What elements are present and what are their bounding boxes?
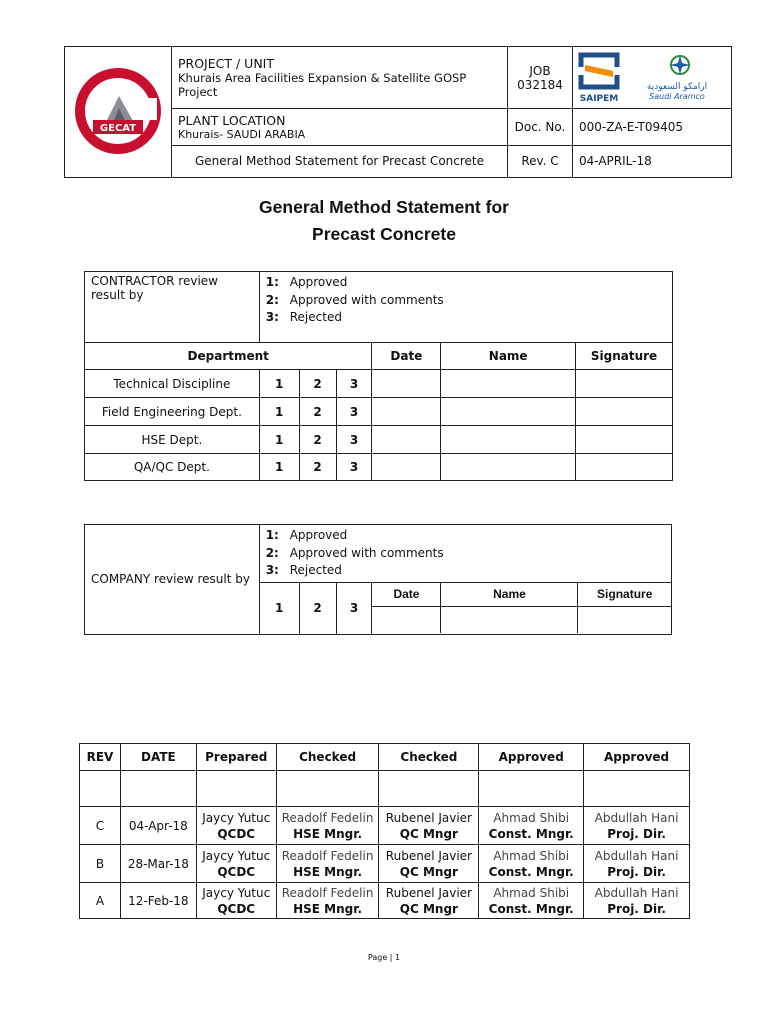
- doc-no-label: Doc. No.: [508, 109, 573, 145]
- date-cell: 28-Mar-18: [120, 845, 196, 883]
- contractor-option-text: Approved: [289, 275, 348, 289]
- company-signature-header: Signature: [578, 583, 671, 607]
- company-name-header: Name: [441, 583, 578, 607]
- company-option-num: 2:: [265, 545, 279, 560]
- project-unit-label: PROJECT / UNIT: [178, 56, 274, 72]
- page-title-line1: General Method Statement for: [259, 197, 509, 217]
- approved-cell: Abdullah Hani Proj. Dir.: [584, 845, 690, 883]
- name-cell[interactable]: [441, 370, 576, 398]
- job-number: 032184: [517, 77, 563, 92]
- result-option-3[interactable]: 3: [336, 398, 372, 426]
- aramco-arabic: ارامكو السعودية: [646, 82, 708, 93]
- rev-value: 04-APRIL-18: [573, 145, 732, 177]
- signature-cell[interactable]: [576, 426, 673, 454]
- doc-no-value: 000-ZA-E-T09405: [573, 109, 732, 145]
- page-title-line2: Precast Concrete: [312, 224, 456, 244]
- saipem-logo-icon: [577, 51, 621, 105]
- gecat-logo-icon: [75, 68, 161, 154]
- prepared-header: Prepared: [196, 744, 276, 771]
- project-unit-value: Khurais Area Facilities Expansion & Satellite GOSP Project: [178, 71, 467, 100]
- aramco-logo: [627, 53, 727, 102]
- gecat-logo-cell: [65, 47, 172, 178]
- company-review-table: [84, 524, 672, 635]
- plant-location-cell: [172, 109, 508, 145]
- company-result-option-2[interactable]: 2: [299, 582, 336, 634]
- company-option-text: Rejected: [289, 563, 342, 577]
- result-option-1[interactable]: 1: [259, 398, 299, 426]
- date-cell: 12-Feb-18: [120, 883, 196, 919]
- prepared-cell: Jaycy Yutuc QCDC: [196, 883, 276, 919]
- date-cell[interactable]: [372, 370, 441, 398]
- company-date-header: Date: [372, 583, 441, 607]
- company-sign-block: [372, 582, 672, 634]
- checked-cell: Rubenel Javier QC Mngr: [379, 883, 479, 919]
- approved-cell: Ahmad Shibi Const. Mngr.: [479, 883, 584, 919]
- saipem-logo-text: SAIPEM: [579, 93, 619, 104]
- company-option-text: Approved: [289, 528, 348, 542]
- table-row: [80, 883, 690, 919]
- company-date-cell[interactable]: [372, 607, 441, 633]
- department-header: Department: [85, 343, 372, 370]
- approved-cell: Abdullah Hani Proj. Dir.: [584, 883, 690, 919]
- page-number: Page | 1: [367, 953, 401, 962]
- company-name-cell[interactable]: [441, 607, 578, 633]
- table-row: [85, 426, 673, 454]
- contractor-options: [259, 272, 672, 343]
- result-option-1[interactable]: 1: [259, 454, 299, 481]
- revision-table: [79, 743, 690, 919]
- checked-cell: Rubenel Javier QC Mngr: [379, 807, 479, 845]
- result-option-2[interactable]: 2: [299, 426, 336, 454]
- empty-row: [80, 771, 690, 807]
- contractor-review-label: CONTRACTOR review result by: [85, 272, 260, 343]
- table-row: [80, 845, 690, 883]
- result-option-2[interactable]: 2: [299, 370, 336, 398]
- document-header: [64, 46, 732, 178]
- date-cell: 04-Apr-18: [120, 807, 196, 845]
- company-option-num: 3:: [265, 563, 279, 577]
- date-header: Date: [372, 343, 441, 370]
- table-row: [85, 370, 673, 398]
- result-option-2[interactable]: 2: [299, 398, 336, 426]
- rev-label: Rev. C: [508, 145, 573, 177]
- contractor-option-num: 1:: [265, 275, 279, 289]
- plant-location-label: PLANT LOCATION: [178, 113, 286, 129]
- contractor-option-num: 3:: [265, 310, 279, 324]
- approved-cell: Ahmad Shibi Const. Mngr.: [479, 807, 584, 845]
- table-row: [85, 398, 673, 426]
- client-logos-cell: [573, 47, 732, 109]
- prepared-cell: Jaycy Yutuc QCDC: [196, 845, 276, 883]
- approved-header: Approved: [479, 744, 584, 771]
- contractor-review-table: [84, 271, 673, 481]
- table-row: [80, 807, 690, 845]
- rev-cell: B: [80, 845, 121, 883]
- contractor-option-text: Rejected: [289, 310, 342, 324]
- company-option-num: 1:: [265, 528, 279, 542]
- company-options: [259, 525, 671, 583]
- result-option-1[interactable]: 1: [259, 426, 299, 454]
- date-cell[interactable]: [372, 398, 441, 426]
- checked-cell: Readolf Fedelin HSE Mngr.: [276, 883, 379, 919]
- checked-cell: Rubenel Javier QC Mngr: [379, 845, 479, 883]
- date-cell[interactable]: [372, 454, 441, 481]
- signature-header: Signature: [576, 343, 673, 370]
- contractor-option-text: Approved with comments: [289, 292, 444, 307]
- job-label: JOB: [529, 63, 551, 78]
- result-option-3[interactable]: 3: [336, 454, 372, 481]
- signature-cell[interactable]: [576, 398, 673, 426]
- checked-header: Checked: [379, 744, 479, 771]
- result-option-1[interactable]: 1: [259, 370, 299, 398]
- result-option-3[interactable]: 3: [336, 370, 372, 398]
- department-name: Technical Discipline: [85, 370, 260, 398]
- signature-cell[interactable]: [576, 454, 673, 481]
- result-option-2[interactable]: 2: [299, 454, 336, 481]
- approved-cell: Ahmad Shibi Const. Mngr.: [479, 845, 584, 883]
- revision-header-row: [80, 744, 690, 771]
- prepared-cell: Jaycy Yutuc QCDC: [196, 807, 276, 845]
- approved-header: Approved: [584, 744, 690, 771]
- rev-cell: A: [80, 883, 121, 919]
- company-review-label: COMPANY review result by: [85, 525, 260, 635]
- company-result-option-1[interactable]: 1: [259, 582, 299, 634]
- gecat-logo-text: GECAT: [99, 122, 137, 134]
- company-signature-cell[interactable]: [578, 607, 671, 633]
- company-option-text: Approved with comments: [289, 545, 444, 560]
- table-row: [85, 454, 673, 481]
- checked-header: Checked: [276, 744, 379, 771]
- department-name: QA/QC Dept.: [85, 454, 260, 481]
- result-option-3[interactable]: 3: [336, 426, 372, 454]
- aramco-star-icon: [660, 53, 694, 79]
- aramco-english: Saudi Aramco: [649, 92, 705, 102]
- rev-header: REV: [80, 744, 121, 771]
- date-cell[interactable]: [372, 426, 441, 454]
- project-unit-cell: [172, 47, 508, 109]
- checked-cell: Readolf Fedelin HSE Mngr.: [276, 845, 379, 883]
- name-header: Name: [441, 343, 576, 370]
- department-name: HSE Dept.: [85, 426, 260, 454]
- contractor-option-num: 2:: [265, 292, 279, 307]
- checked-cell: Readolf Fedelin HSE Mngr.: [276, 807, 379, 845]
- approved-cell: Abdullah Hani Proj. Dir.: [584, 807, 690, 845]
- department-name: Field Engineering Dept.: [85, 398, 260, 426]
- page-title: [0, 194, 768, 248]
- name-cell[interactable]: [441, 426, 576, 454]
- date-header: DATE: [120, 744, 196, 771]
- signature-cell[interactable]: [576, 370, 673, 398]
- header-doc-title: General Method Statement for Precast Concrete: [172, 145, 508, 177]
- company-result-option-3[interactable]: 3: [336, 582, 372, 634]
- rev-cell: C: [80, 807, 121, 845]
- name-cell[interactable]: [441, 454, 576, 481]
- plant-location-value: Khurais- SAUDI ARABIA: [178, 128, 306, 142]
- job-cell: [508, 47, 573, 109]
- name-cell[interactable]: [441, 398, 576, 426]
